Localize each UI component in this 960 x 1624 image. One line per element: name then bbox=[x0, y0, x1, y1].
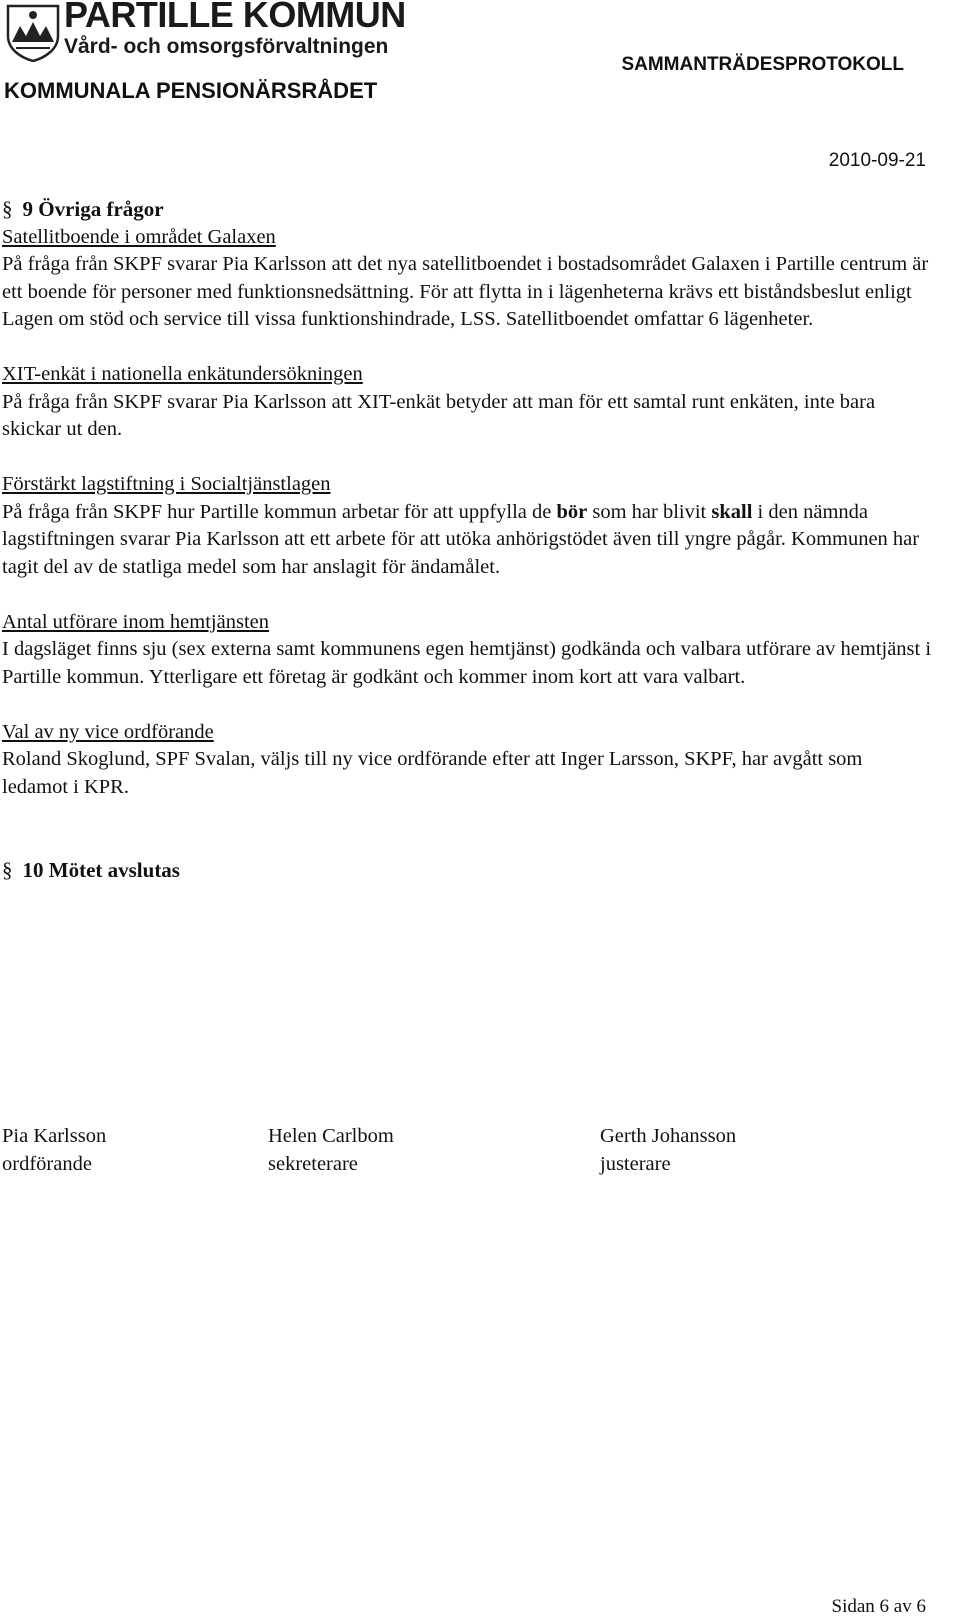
signature bbox=[600, 1122, 736, 1178]
signer-name: Gerth Johansson bbox=[600, 1125, 737, 1147]
section-title: 9 Övriga frågor bbox=[22, 197, 164, 221]
section-title: 10 Mötet avslutas bbox=[22, 858, 180, 882]
item-text-bold: skall bbox=[711, 500, 753, 523]
item-heading: Val av ny vice ordförande bbox=[2, 720, 214, 743]
section-9-heading bbox=[2, 196, 932, 224]
item-heading: Förstärkt lagstiftning i Socialtjänstlagen bbox=[2, 473, 331, 495]
agenda-item bbox=[2, 609, 932, 692]
item-text-bold: bör bbox=[556, 500, 588, 523]
agenda-item bbox=[2, 471, 932, 581]
signer-role: justerare bbox=[600, 1153, 671, 1175]
item-heading: XIT-enkät i nationella enkätundersökningen bbox=[2, 363, 363, 385]
signer-role: ordförande bbox=[2, 1153, 92, 1175]
section-10-heading bbox=[2, 857, 932, 885]
page-number: Sidan 6 av 6 bbox=[831, 1596, 926, 1617]
item-text-part: som har blivit bbox=[587, 500, 712, 523]
item-text bbox=[2, 499, 932, 582]
organization-name: PARTILLE KOMMUN bbox=[64, 0, 406, 35]
item-text: På fråga från SKPF svarar Pia Karlsson att det nya satellitboendet i bostadsområdet Galaxen i Partille centrum är ett boende för personer med funktionsnedsättning. För att flytta in i lägenheterna krävs ett biståndsbeslut enligt Lagen om stöd och service till vissa funktionshindrade, LSS. Satellitboendet omfattar 6 lägenheter. bbox=[2, 253, 929, 330]
signature bbox=[268, 1122, 394, 1178]
organization-department: Vård- och omsorgsförvaltningen bbox=[64, 35, 389, 58]
item-text: Roland Skoglund, SPF Svalan, väljs till ny vice ordförande efter att Inger Larsson, SKPF, har avgått som ledamot i KPR. bbox=[2, 748, 863, 798]
item-heading: Antal utförare inom hemtjänsten bbox=[2, 610, 269, 633]
document-type: SAMMANTRÄDESPROTOKOLL bbox=[621, 54, 904, 75]
signature bbox=[2, 1122, 106, 1178]
section-symbol: § bbox=[2, 197, 13, 221]
item-text-part: i den nämnda lagstiftningen svarar Pia Karlsson att ett arbete för att utöka anhörigstödet även till yngre pågår. Kommunen har tagit del av de statliga medel som har anslagit för ändamålet. bbox=[2, 500, 920, 578]
council-name: KOMMUNALA PENSIONÄRSRÅDET bbox=[4, 78, 378, 103]
signer-name: Helen Carlbom bbox=[268, 1125, 394, 1147]
signer-role: sekreterare bbox=[268, 1153, 358, 1175]
municipality-logo bbox=[4, 2, 62, 62]
item-text: I dagsläget finns sju (sex externa samt kommunens egen hemtjänst) godkända och valbara utförare av hemtjänst i Partille kommun. Ytterligare ett företag är godkänt och kommer inom kort att vara valbart. bbox=[2, 638, 932, 688]
meeting-date: 2010-09-21 bbox=[828, 150, 926, 171]
agenda-item bbox=[2, 719, 932, 802]
item-text: På fråga från SKPF svarar Pia Karlsson att XIT-enkät betyder att man för ett samtal runt enkäten, inte bara skickar ut den. bbox=[2, 390, 876, 440]
agenda-item bbox=[2, 224, 932, 334]
item-heading: Satellitboende i området Galaxen bbox=[2, 225, 276, 248]
signer-name: Pia Karlsson bbox=[2, 1125, 107, 1147]
item-text-part: På fråga från SKPF hur Partille kommun arbetar för att uppfylla de bbox=[2, 500, 557, 523]
protocol-body bbox=[2, 196, 932, 885]
agenda-item bbox=[2, 361, 932, 444]
section-symbol: § bbox=[2, 858, 13, 882]
